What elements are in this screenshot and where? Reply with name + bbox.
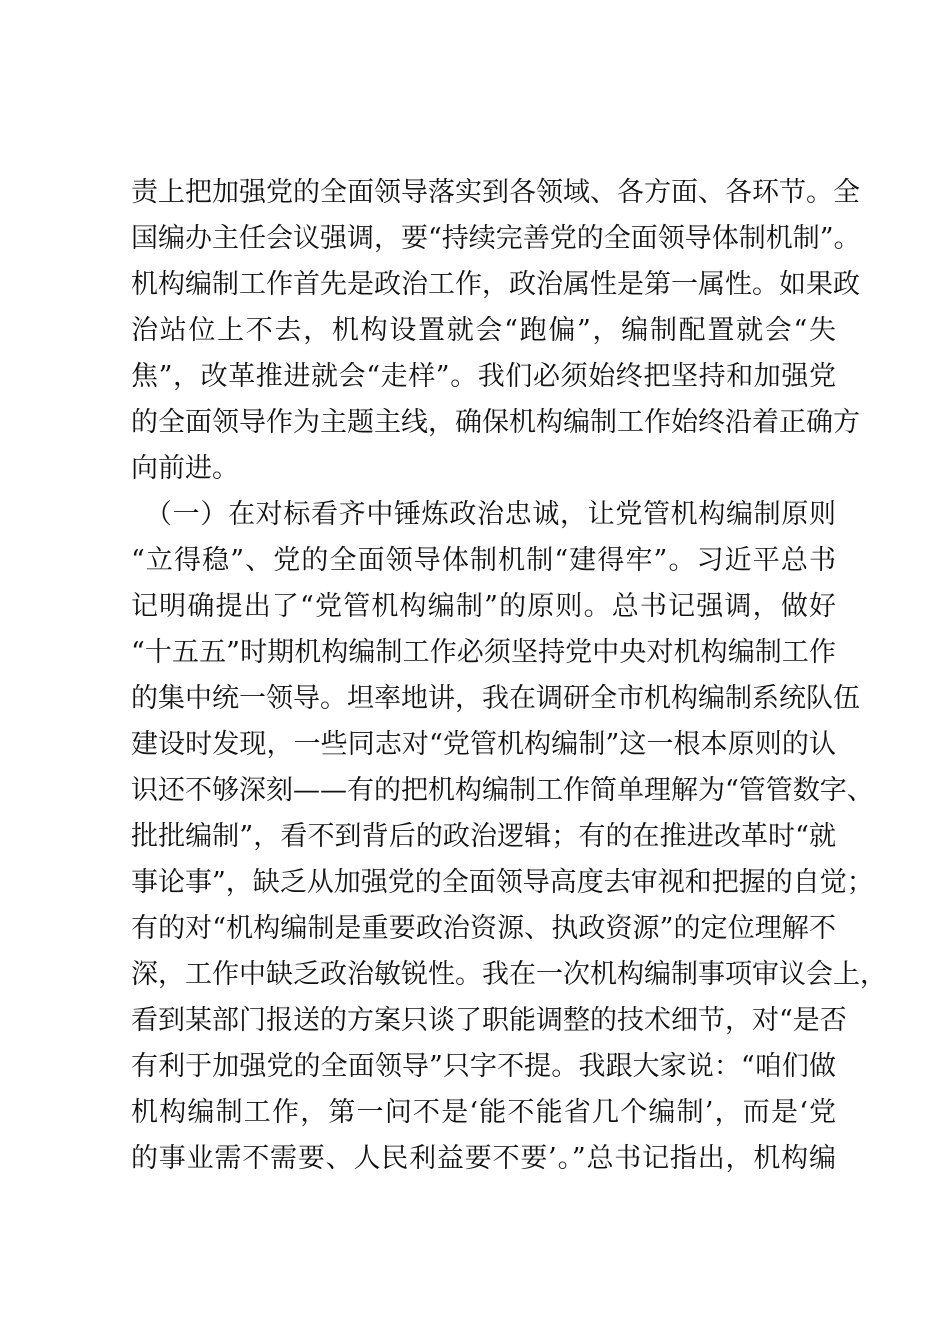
text-line: 识还不够深刻——有的把机构编制工作简单理解为“管管数字、 <box>131 775 874 806</box>
text-line: 记明确提出了“党管机构编制”的原则。总书记强调，做好 <box>131 591 836 622</box>
text-line: 治站位上不去，机构设置就会“跑偏”，编制配置就会“失 <box>131 315 836 346</box>
text-line: 的集中统一领导。坦率地讲，我在调研全市机构编制系统队伍 <box>131 683 860 714</box>
text-line: 有的对“机构编制是重要政治资源、执政资源”的定位理解不 <box>131 913 836 944</box>
text-line: 的事业需不需要、人民利益要不要’。”总书记指出，机构编 <box>131 1143 836 1174</box>
text-line: 建设时发现，一些同志对“党管机构编制”这一根本原则的认 <box>131 729 836 760</box>
text-line: 看到某部门报送的方案只谈了职能调整的技术细节，对“是否 <box>131 1005 847 1036</box>
text-line: 国编办主任会议强调，要“持续完善党的全面领导体制机制”。 <box>131 223 861 254</box>
text-line: 有利于加强党的全面领导”只字不提。我跟大家说：“咱们做 <box>131 1051 836 1082</box>
text-line: 批批编制”，看不到背后的政治逻辑；有的在推进改革时“就 <box>131 821 836 852</box>
text-line: 机构编制工作首先是政治工作，政治属性是第一属性。如果政 <box>131 269 860 300</box>
text-line: 向前进。 <box>131 453 239 484</box>
text-line: “十五五”时期机构编制工作必须坚持党中央对机构编制工作 <box>131 637 836 668</box>
text-line: 机构编制工作，第一问不是‘能不能省几个编制’，而是‘党 <box>131 1097 836 1128</box>
text-line: 责上把加强党的全面领导落实到各领域、各方面、各环节。全 <box>131 177 860 208</box>
text-line: 事论事”，缺乏从加强党的全面领导高度去审视和把握的自觉； <box>131 867 874 898</box>
text-line: 的全面领导作为主题主线，确保机构编制工作始终沿着正确方 <box>131 407 860 438</box>
body-text <box>131 170 887 1182</box>
text-line: 深，工作中缺乏政治敏锐性。我在一次机构编制事项审议会上， <box>131 959 887 990</box>
text-line: 焦”，改革推进就会“走样”。我们必须始终把坚持和加强党 <box>131 361 836 392</box>
text-line: “立得稳”、党的全面领导体制机制“建得牢”。习近平总书 <box>131 545 836 576</box>
section-heading-line: （一）在对标看齐中锤炼政治忠诚，让党管机构编制原则 <box>145 499 836 530</box>
